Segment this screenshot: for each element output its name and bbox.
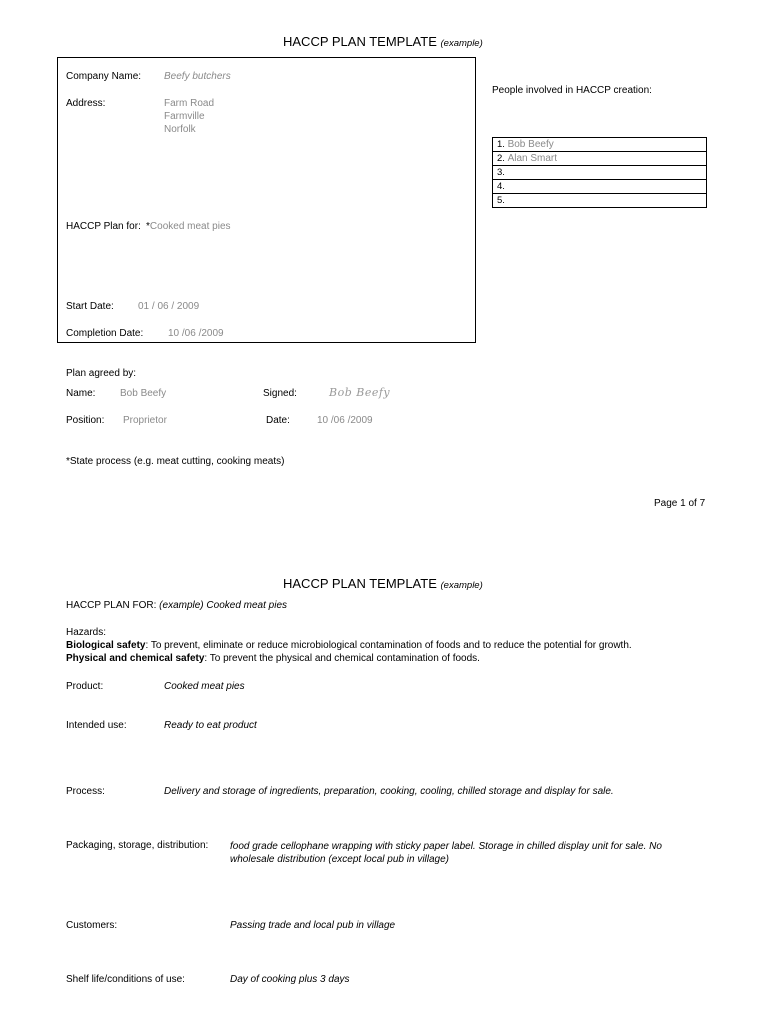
biological-safety-label: Biological safety [66,640,146,651]
people-row[interactable] [493,138,707,152]
address-line-1[interactable]: Farm Road [164,98,215,109]
intended-use-label: Intended use: [66,720,127,731]
start-date-label: Start Date: [66,301,114,312]
address-line-2[interactable]: Farmville [164,111,205,122]
position-value[interactable]: Proprietor [123,415,167,426]
plan-for-value[interactable]: *Cooked meat pies [146,221,231,232]
page-title: HACCP PLAN TEMPLATE (example) [283,34,483,49]
shelf-life-label: Shelf life/conditions of use: [66,974,185,985]
plan-for-label-2: HACCP PLAN FOR: [66,600,157,611]
customers-label: Customers: [66,920,118,931]
biological-safety-line [66,640,632,651]
title-note: (example) [440,38,483,49]
plan-agreed-label: Plan agreed by: [66,368,137,379]
address-line-3[interactable]: Norfolk [164,124,196,135]
company-name-label: Company Name: [66,71,142,82]
people-row[interactable] [493,194,707,208]
signature: Bob Beefy [329,386,391,399]
people-num: 5. [497,195,505,206]
people-num: 3. [497,167,505,178]
physical-safety-line [66,653,480,664]
product-label: Product: [66,681,104,692]
completion-date-label: Completion Date: [66,328,144,339]
agreed-name-label: Name: [66,388,96,399]
page-title-2: HACCP PLAN TEMPLATE (example) [283,576,483,591]
packaging-label: Packaging, storage, distribution: [66,840,209,851]
intended-use-value: Ready to eat product [164,720,257,731]
completion-date-value[interactable]: 10 /06 /2009 [168,328,224,339]
physical-safety-label: Physical and chemical safety [66,653,205,664]
address-label: Address: [66,98,106,109]
agreed-name-value[interactable]: Bob Beefy [120,388,167,399]
people-num: 2. [497,153,505,164]
company-name-value[interactable]: Beefy butchers [164,71,231,82]
people-name: Bob Beefy [507,139,554,150]
start-date-value[interactable]: 01 / 06 / 2009 [138,301,200,312]
plan-for-text: Cooked meat pies [149,221,231,232]
date-label: Date: [266,415,290,426]
people-involved-label: People involved in HACCP creation: [492,85,652,96]
hazards-label: Hazards: [66,627,107,638]
customers-value: Passing trade and local pub in village [230,920,396,931]
people-name: Alan Smart [507,153,558,164]
plan-for-value-2: (example) Cooked meat pies [159,600,288,611]
position-label: Position: [66,415,105,426]
people-row[interactable] [493,180,707,194]
packaging-value: food grade cellophane wrapping with sticky paper label. Storage in chilled display unit for sale. No wholesale distribution (except local pub in village) [230,841,662,865]
people-num: 1. [497,139,505,150]
physical-safety-text: : To prevent the physical and chemical contamination of foods. [204,653,480,664]
shelf-life-value: Day of cooking plus 3 days [230,974,350,985]
people-row[interactable] [493,152,707,166]
title-note-2: (example) [440,580,483,591]
company-details-box [57,57,476,343]
biological-safety-text: : To prevent, eliminate or reduce microbiological contamination of foods and to reduce the potential for growth. [145,640,632,651]
plan-for-line [66,600,287,611]
people-row[interactable] [493,166,707,180]
product-value: Cooked meat pies [164,681,245,692]
date-value[interactable]: 10 /06 /2009 [317,415,373,426]
people-num: 4. [497,181,505,192]
plan-for-label: HACCP Plan for: [66,221,141,232]
process-label: Process: [66,786,105,797]
process-value: Delivery and storage of ingredients, preparation, cooking, cooling, chilled storage and display for sale. [164,786,614,797]
people-table [492,137,707,208]
signed-label: Signed: [263,388,297,399]
footnote: *State process (e.g. meat cutting, cooking meats) [66,456,285,467]
page-number: Page 1 of 7 [654,498,706,509]
